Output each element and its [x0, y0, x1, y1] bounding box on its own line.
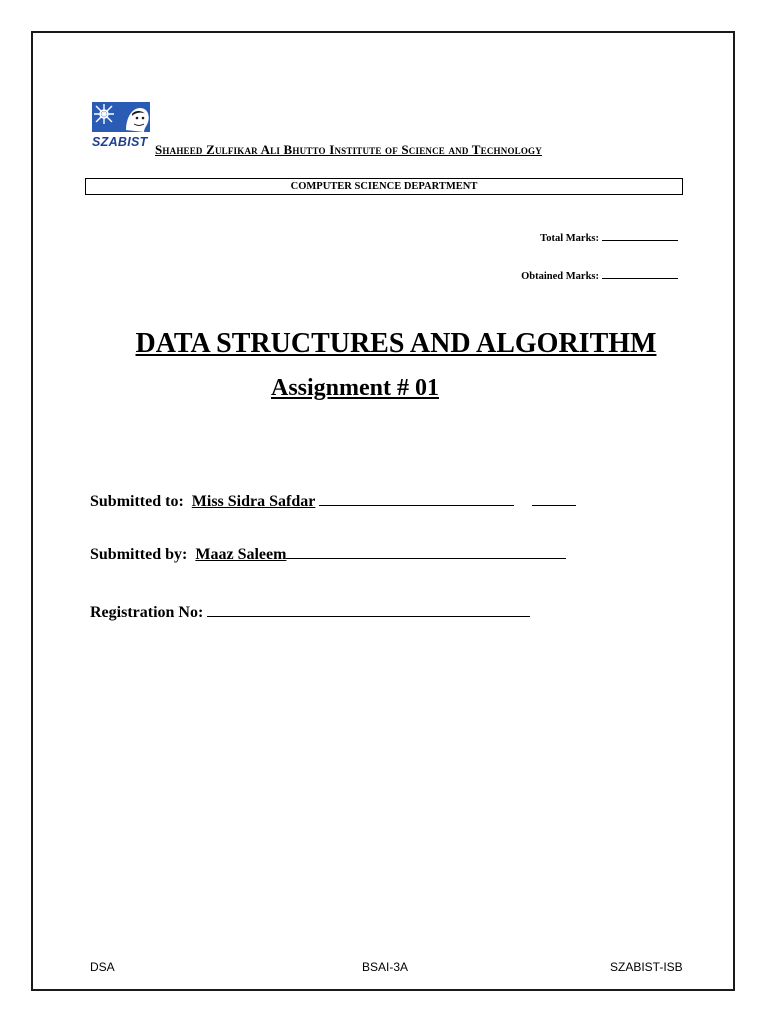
registration-label: Registration No: [90, 604, 204, 621]
registration-line[interactable] [207, 602, 530, 617]
obtained-marks-blank[interactable] [602, 268, 678, 279]
registration-field [90, 602, 530, 622]
submitted-by-field [90, 544, 566, 564]
footer-left: DSA [90, 960, 115, 974]
obtained-marks-row [521, 268, 678, 282]
institute-name: Shaheed Zulfikar Ali Bhutto Institute of Science and Technology [155, 142, 542, 157]
page-border [31, 31, 735, 991]
footer-right: SZABIST-ISB [610, 960, 683, 974]
submitted-to-value: Miss Sidra Safdar [191, 493, 316, 510]
assignment-title: Assignment # 01 [271, 375, 440, 401]
logo-wordmark: SZABIST [92, 135, 148, 149]
department-banner: COMPUTER SCIENCE DEPARTMENT [85, 178, 683, 195]
obtained-marks-label: Obtained Marks: [521, 271, 599, 282]
submitted-by-value: Maaz Saleem [195, 546, 287, 563]
total-marks-row [540, 230, 678, 244]
total-marks-blank[interactable] [602, 230, 678, 241]
submitted-by-line [286, 544, 566, 559]
total-marks-label: Total Marks: [540, 233, 599, 244]
submitted-to-line-end [532, 491, 576, 506]
footer-center: BSAI-3A [362, 960, 409, 974]
course-title: DATA STRUCTURES AND ALGORITHM [135, 328, 657, 359]
submitted-to-field [90, 491, 576, 511]
submitted-by-label: Submitted by: [90, 546, 188, 563]
submitted-to-label: Submitted to: [90, 493, 184, 510]
submitted-to-line [319, 491, 514, 506]
